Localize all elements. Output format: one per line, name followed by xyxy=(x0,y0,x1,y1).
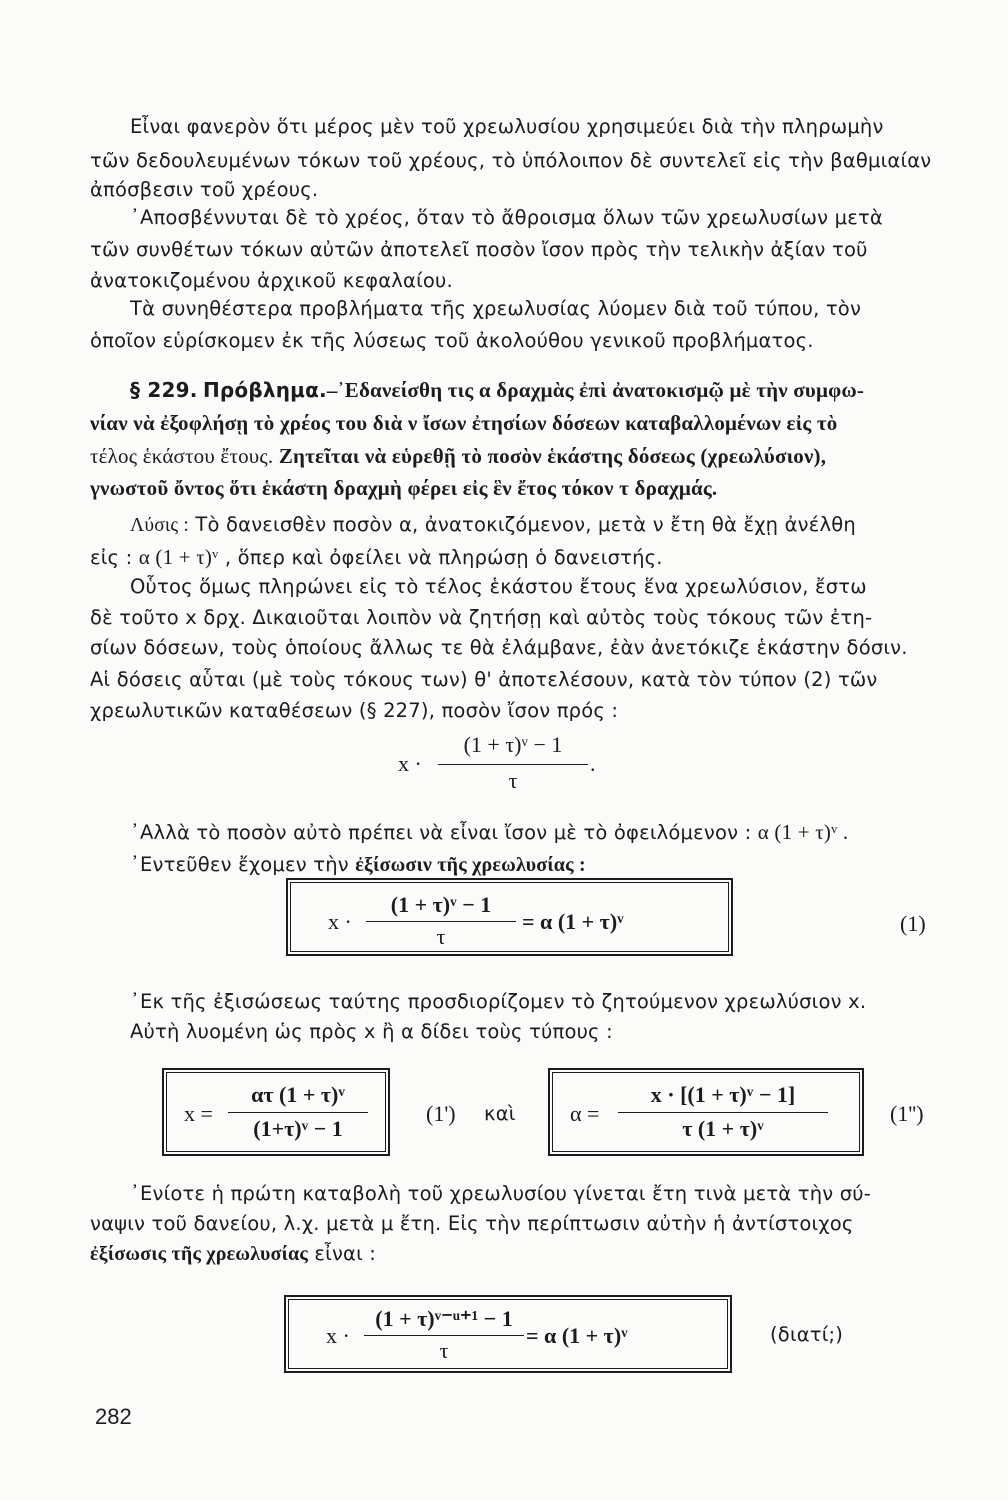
paragraph4-line4: Αἱ δόσεις αὗται (μὲ τοὺς τόκους των) θ' ἀποτελέσουν, κατὰ τὸν τύπον (2) τῶν xyxy=(90,668,878,691)
formula1a-denominator: (1+τ)ᵛ − 1 xyxy=(253,1116,343,1141)
paragraph5-line1 xyxy=(130,820,848,845)
formula1a xyxy=(176,1082,381,1142)
formula2-denominator: τ xyxy=(439,1338,449,1363)
section-line2: νίαν νὰ ἐξοφλήσῃ τὸ χρέος του διὰ ν ἴσων ἐτησίων δόσεων καταβαλλομένων εἰς τὸ xyxy=(90,411,838,435)
formula1-lhs: x · xyxy=(328,909,352,934)
fraction-bar xyxy=(366,921,516,922)
fraction-bar xyxy=(228,1112,368,1113)
paragraph4-line2: δὲ τοῦτο x δρχ. Δικαιοῦται λοιπὸν νὰ ζητήσῃ καὶ αὐτὸς τοὺς τόκους τῶν ἐτη- xyxy=(90,606,873,629)
formula1-label: (1) xyxy=(900,911,926,936)
section-line3b: Ζητεῖται νὰ εὑρεθῇ τὸ ποσὸν ἑκάστης δόσεως (χρεωλύσιον), xyxy=(278,444,827,468)
paragraph7-line3 xyxy=(90,1242,376,1266)
formula2 xyxy=(298,1306,723,1364)
paragraph6-line2: Αὐτὴ λυομένη ὡς πρὸς x ἢ α δίδει τοὺς τύπους : xyxy=(130,1020,613,1043)
paragraph6-line1: ᾿Εκ τῆς ἐξισώσεως ταύτης προσδιορίζομεν τὸ ζητούμενον χρεωλύσιον x. xyxy=(130,990,867,1013)
paragraph7-line1: ᾿Ενίοτε ἡ πρώτη καταβολὴ τοῦ χρεωλυσίου γίνεται ἔτη τινὰ μετὰ τὴν σύ- xyxy=(130,1182,872,1205)
paragraph2-line1: ᾿Αποσβέννυται δὲ τὸ χρέος, ὅταν τὸ ἄθροισμα ὅλων τῶν χρεωλυσίων μετὰ xyxy=(130,206,883,229)
solution-text2b: , ὅπερ καὶ ὀφείλει νὰ πληρώσῃ ὁ δανειστής. xyxy=(224,546,663,569)
formula-inline-denominator: τ xyxy=(508,768,518,793)
page-number: 282 xyxy=(95,1404,132,1429)
paragraph5-line2 xyxy=(130,853,586,877)
solution-line1 xyxy=(130,513,856,538)
fraction-bar xyxy=(618,1112,828,1113)
fraction-bar xyxy=(364,1335,524,1336)
formula2-label: (διατί;) xyxy=(770,1323,844,1346)
formula-inline-lhs: x · xyxy=(398,751,422,776)
formula1b-lhs: α = xyxy=(570,1101,600,1126)
section-heading: Πρόβλημα. xyxy=(202,378,327,402)
paragraph2-line3: ἀνατοκιζομένου ἀρχικοῦ κεφαλαίου. xyxy=(90,269,453,292)
formula1-numerator: (1 + τ)ᵛ − 1 xyxy=(390,892,492,917)
paragraph1-line3: ἀπόσβεσιν τοῦ χρέους. xyxy=(90,178,319,201)
paragraph4-line1: Οὗτος ὅμως πληρώνει εἰς τὸ τέλος ἑκάστου ἔτους ἕνα χρεωλύσιον, ἔστω xyxy=(130,575,867,598)
formula1-denominator: τ xyxy=(436,924,446,949)
section-heading-line xyxy=(130,377,864,403)
paragraph5-bold: ἐξίσωσιν τῆς χρεωλυσίας : xyxy=(355,854,586,876)
section-number: § 229. xyxy=(130,378,198,402)
solution-line2 xyxy=(90,545,663,570)
section-line4: γνωστοῦ ὄντος ὅτι ἑκάστη δραχμὴ φέρει εἰς ἓν ἔτος τόκον τ δραχμάς. xyxy=(90,476,718,500)
paragraph1-line1: Εἶναι φανερὸν ὅτι μέρος μὲν τοῦ χρεωλυσίου χρησιμεύει διὰ τὴν πληρωμὴν xyxy=(130,115,884,138)
formula2-lhs: x · xyxy=(326,1323,350,1348)
paragraph2-line2: τῶν συνθέτων τόκων αὐτῶν ἀποτελεῖ ποσὸν ἴσον πρὸς τὴν τελικὴν ἀξίαν τοῦ xyxy=(90,238,868,261)
formula-inline-period: . xyxy=(590,751,596,776)
paragraph7-text3: εἶναι : xyxy=(314,1242,377,1265)
solution-expression: α (1 + τ)ᵛ xyxy=(138,545,219,569)
formula1 xyxy=(300,892,720,948)
formula1b-label: (1'') xyxy=(890,1101,924,1126)
formula-inline xyxy=(398,732,628,796)
formula1b xyxy=(560,1082,855,1142)
fraction-bar xyxy=(438,764,588,765)
formula1-rhs: = α (1 + τ)ᵛ xyxy=(522,909,624,934)
section-line3 xyxy=(90,443,826,469)
formula2-rhs: = α (1 + τ)ᵛ xyxy=(526,1323,628,1348)
formula1b-numerator: x · [(1 + τ)ᵛ − 1] xyxy=(650,1082,796,1107)
solution-text2a: εἰς : xyxy=(90,546,133,569)
section-line3a: τέλος ἑκάστου ἔτους. xyxy=(90,444,274,468)
paragraph5-text1: ᾿Αλλὰ τὸ ποσὸν αὐτὸ πρέπει νὰ εἶναι ἴσον μὲ τὸ ὀφειλόμενον : xyxy=(130,821,752,844)
formula1a-label: (1') xyxy=(426,1101,456,1126)
formula2-numerator: (1 + τ)ᵛ⁻ᵘ⁺¹ − 1 xyxy=(375,1306,513,1331)
paragraph7-bold: ἐξίσωσις τῆς χρεωλυσίας xyxy=(90,1243,308,1265)
paragraph3-line1: Τὰ συνηθέστερα προβλήματα τῆς χρεωλυσίας λύομεν διὰ τοῦ τύπου, τὸν xyxy=(130,297,862,320)
paragraph4-line3: σίων δόσεων, τοὺς ὁποίους ἄλλως τε θὰ ἐλάμβανε, ἐὰν ἀνετόκιζε ἑκάστην δόσιν. xyxy=(90,636,908,659)
paragraph1-line2: τῶν δεδουλευμένων τόκων τοῦ χρέους, τὸ ὑπόλοιπον δὲ συντελεῖ εἰς τὴν βαθμιαίαν xyxy=(90,149,932,172)
paragraph4-line5: χρεωλυτικῶν καταθέσεων (§ 227), ποσὸν ἴσον πρός : xyxy=(90,699,619,722)
paragraph5-text2: ᾿Εντεῦθεν ἔχομεν τὴν xyxy=(130,853,349,876)
paragraph3-line2: ὁποῖον εὑρίσκομεν ἐκ τῆς λύσεως τοῦ ἀκολούθου γενικοῦ προβλήματος. xyxy=(90,329,814,352)
formula-inline-numerator: (1 + τ)ᵛ − 1 xyxy=(463,732,563,757)
formula1b-denominator: τ (1 + τ)ᵛ xyxy=(682,1116,764,1141)
paragraph5-expression: α (1 + τ)ᵛ . xyxy=(757,820,849,844)
formula1a-numerator: ατ (1 + τ)ᵛ xyxy=(251,1082,345,1107)
formula-connector: καὶ xyxy=(484,1102,516,1125)
solution-text1: Τὸ δανεισθὲν ποσὸν α, ἀνατοκιζόμενον, μετὰ ν ἔτη θὰ ἔχῃ ἀνέλθη xyxy=(195,513,856,536)
solution-label: Λύσις : xyxy=(130,515,189,536)
formula1a-lhs: x = xyxy=(184,1101,213,1126)
section-line1: –᾿Εδανείσθη τις α δραχμὰς ἐπὶ ἀνατοκισμῷ μὲ τὴν συμφω- xyxy=(326,378,865,402)
paragraph7-line2: ναψιν τοῦ δανείου, λ.χ. μετὰ μ ἔτη. Εἰς τὴν περίπτωσιν αὐτὴν ἡ ἀντίστοιχος xyxy=(90,1212,854,1235)
